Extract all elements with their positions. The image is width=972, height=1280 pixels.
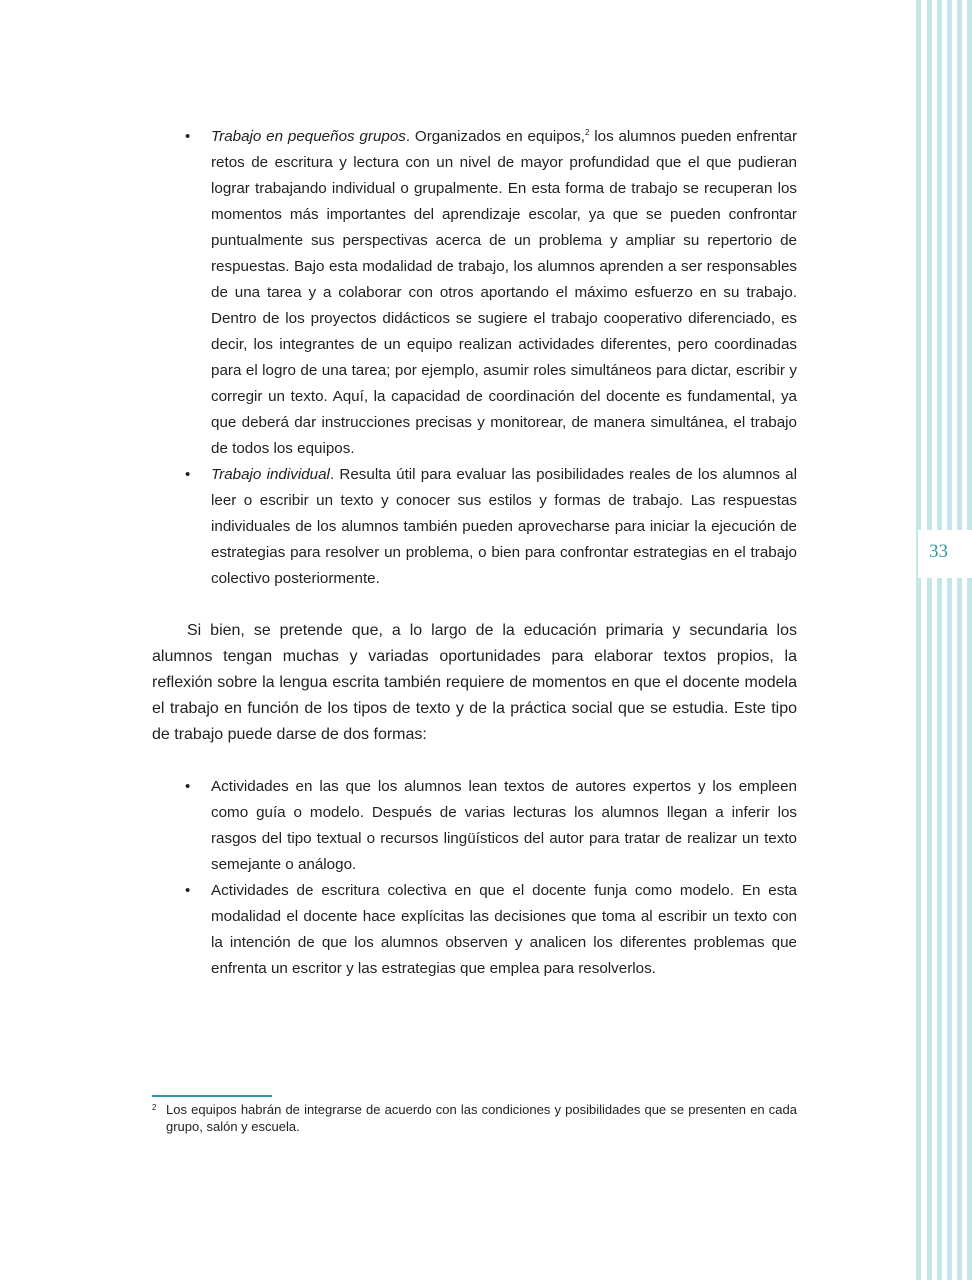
list-item bbox=[152, 124, 797, 462]
modeling-activities-list bbox=[152, 774, 797, 982]
bullet-icon: • bbox=[185, 882, 191, 899]
list-item-text: . Resulta útil para evaluar las posibilidades reales de los alumnos al leer o escribir un texto y conocer sus estilos y formas de trabajo. Las respuestas individuales de los alumnos también pueden aprovecharse para iniciar la ejecución de estrategias para resolver un problema, o bien para confrontar estrategias en el trabajo colectivo posteriormente. bbox=[211, 466, 797, 587]
list-item-term: Trabajo individual bbox=[211, 466, 330, 483]
footnote-divider bbox=[152, 1095, 272, 1097]
page-number: 33 bbox=[929, 541, 948, 562]
list-item bbox=[152, 774, 797, 878]
margin-stripe bbox=[927, 0, 932, 1280]
footnote-mark: 2 bbox=[152, 1103, 157, 1112]
list-item bbox=[152, 878, 797, 982]
margin-stripe bbox=[916, 0, 921, 1280]
bullet-icon: • bbox=[185, 778, 191, 795]
footnote bbox=[152, 1101, 797, 1135]
list-item-text: Actividades en las que los alumnos lean textos de autores expertos y los empleen como guía o modelo. Después de varias lecturas los alumnos llegan a inferir los rasgos del tipo textual o recursos lingüísticos del autor para tratar de realizar un texto semejante o análogo. bbox=[211, 778, 797, 873]
list-item-term: Trabajo en pequeños grupos bbox=[211, 128, 406, 145]
list-item-text: . Organizados en equipos, bbox=[405, 128, 585, 145]
footnote-text: Los equipos habrán de integrarse de acuerdo con las condiciones y posibilidades que se presenten en cada grupo, salón y escuela. bbox=[166, 1102, 797, 1134]
margin-stripe bbox=[937, 0, 942, 1280]
list-item bbox=[152, 462, 797, 592]
bullet-icon: • bbox=[185, 128, 191, 145]
list-item-text: Actividades de escritura colectiva en que el docente funja como modelo. En esta modalidad el docente hace explícitas las decisiones que toma al escribir un texto con la intención de que los alumnos observen y analicen los diferentes problemas que enfrenta un escritor y las estrategias que emplea para resolverlos. bbox=[211, 882, 797, 977]
work-modes-list bbox=[152, 124, 797, 592]
bullet-icon: • bbox=[185, 466, 191, 483]
margin-stripe bbox=[967, 0, 972, 1280]
margin-stripe bbox=[957, 0, 962, 1280]
body-paragraph: Si bien, se pretende que, a lo largo de la educación primaria y secundaria los alumnos tengan muchas y variadas oportunidades para elaborar textos propios, la reflexión sobre la lengua escrita también requiere de momentos en que el docente modela el trabajo en función de los tipos de texto y de la práctica social que se estudia. Este tipo de trabajo puede darse de dos formas: bbox=[152, 622, 797, 743]
footnote-ref[interactable]: 2 bbox=[584, 128, 590, 137]
list-item-text: los alumnos pueden enfrentar retos de escritura y lectura con un nivel de mayor profundidad que el que pudieran lograr trabajando individual o grupalmente. En esta forma de trabajo se recuperan los momentos más importantes del aprendizaje escolar, ya que se pueden confrontar puntualmente sus perspectivas acerca de un problema y ampliar su repertorio de respuestas. Bajo esta modalidad de trabajo, los alumnos aprenden a ser responsables de una tarea y a colaborar con otros aportando el máximo esfuerzo en su trabajo. Dentro de los proyectos didácticos se sugiere el trabajo cooperativo diferenciado, es decir, los integrantes de un equipo realizan actividades diferentes, pero coordinadas para el logro de una tarea; por ejemplo, asumir roles simultáneos para dictar, escribir y corregir un texto. Aquí, la capacidad de coordinación del docente es fundamental, ya que deberá dar instrucciones precisas y monitorear, de manera simultánea, el trabajo de todos los equipos. bbox=[211, 128, 797, 457]
margin-stripe bbox=[947, 0, 952, 1280]
